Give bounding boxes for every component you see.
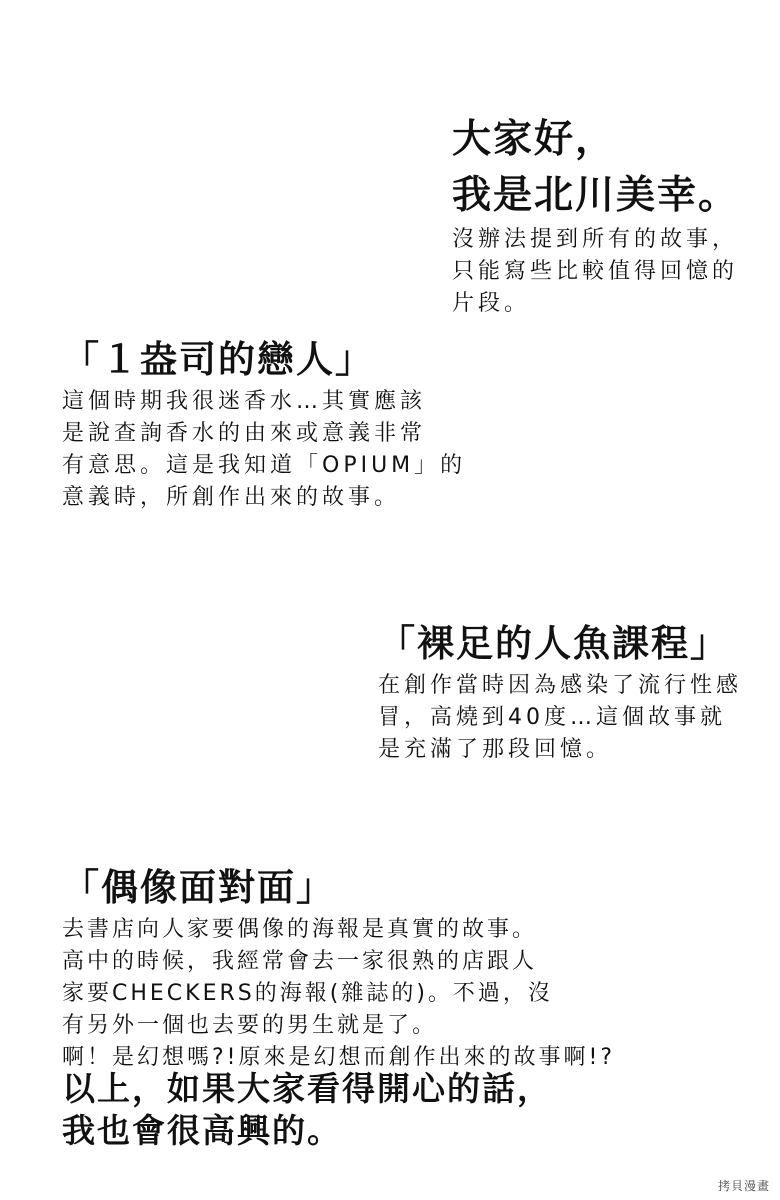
section-idol-face-to-face bbox=[62, 862, 615, 1074]
section-line: 有另外一個也去要的男生就是了。 bbox=[62, 1013, 438, 1038]
section-line: 高中的時候，我經常會去一家很熟的店跟人 bbox=[62, 949, 538, 974]
section-line: 冒，高燒到40度…這個故事就 bbox=[378, 705, 726, 730]
section-barefoot-mermaid bbox=[378, 618, 742, 766]
section-line: 家要CHECKERS的海報(雜誌的)。不過，沒 bbox=[62, 981, 553, 1006]
section-line: 去書店向人家要偶像的海報是真實的故事。 bbox=[62, 917, 538, 942]
section-line: 這個時期我很迷香水…其實應該 bbox=[62, 389, 427, 414]
section-title: 「１盎司的戀人」 bbox=[62, 338, 374, 381]
intro-name-line: 我是北川美幸。 bbox=[452, 173, 740, 218]
section-line: 在創作當時因為感染了流行性感 bbox=[378, 673, 743, 698]
closing-line: 我也會很高興的。 bbox=[62, 1111, 342, 1150]
section-line: 是充滿了那段回憶。 bbox=[378, 737, 613, 762]
section-line: 是說查詢香水的由來或意義非常 bbox=[62, 421, 427, 446]
section-line: 意義時，所創作出來的故事。 bbox=[62, 485, 401, 510]
intro-line: 片段。 bbox=[452, 291, 531, 316]
section-line: 啊！是幻想嗎?!原來是幻想而創作出來的故事啊!? bbox=[62, 1045, 615, 1070]
closing-line: 以上，如果大家看得開心的話， bbox=[62, 1069, 552, 1108]
section-title: 「裸足的人魚課程」 bbox=[378, 622, 729, 665]
intro-line: 沒辦法提到所有的故事， bbox=[452, 227, 739, 252]
section-one-ounce-lover bbox=[62, 334, 466, 514]
closing-block bbox=[62, 1068, 552, 1152]
intro-line: 只能寫些比較值得回憶的 bbox=[452, 259, 739, 284]
intro-greeting: 大家好， bbox=[452, 117, 617, 162]
intro-block bbox=[452, 112, 739, 320]
watermark: 拷貝漫畫 bbox=[717, 1179, 770, 1193]
section-title: 「偶像面對面」 bbox=[62, 866, 335, 909]
section-line: 有意思。這是我知道「OPIUM」的 bbox=[62, 453, 467, 478]
